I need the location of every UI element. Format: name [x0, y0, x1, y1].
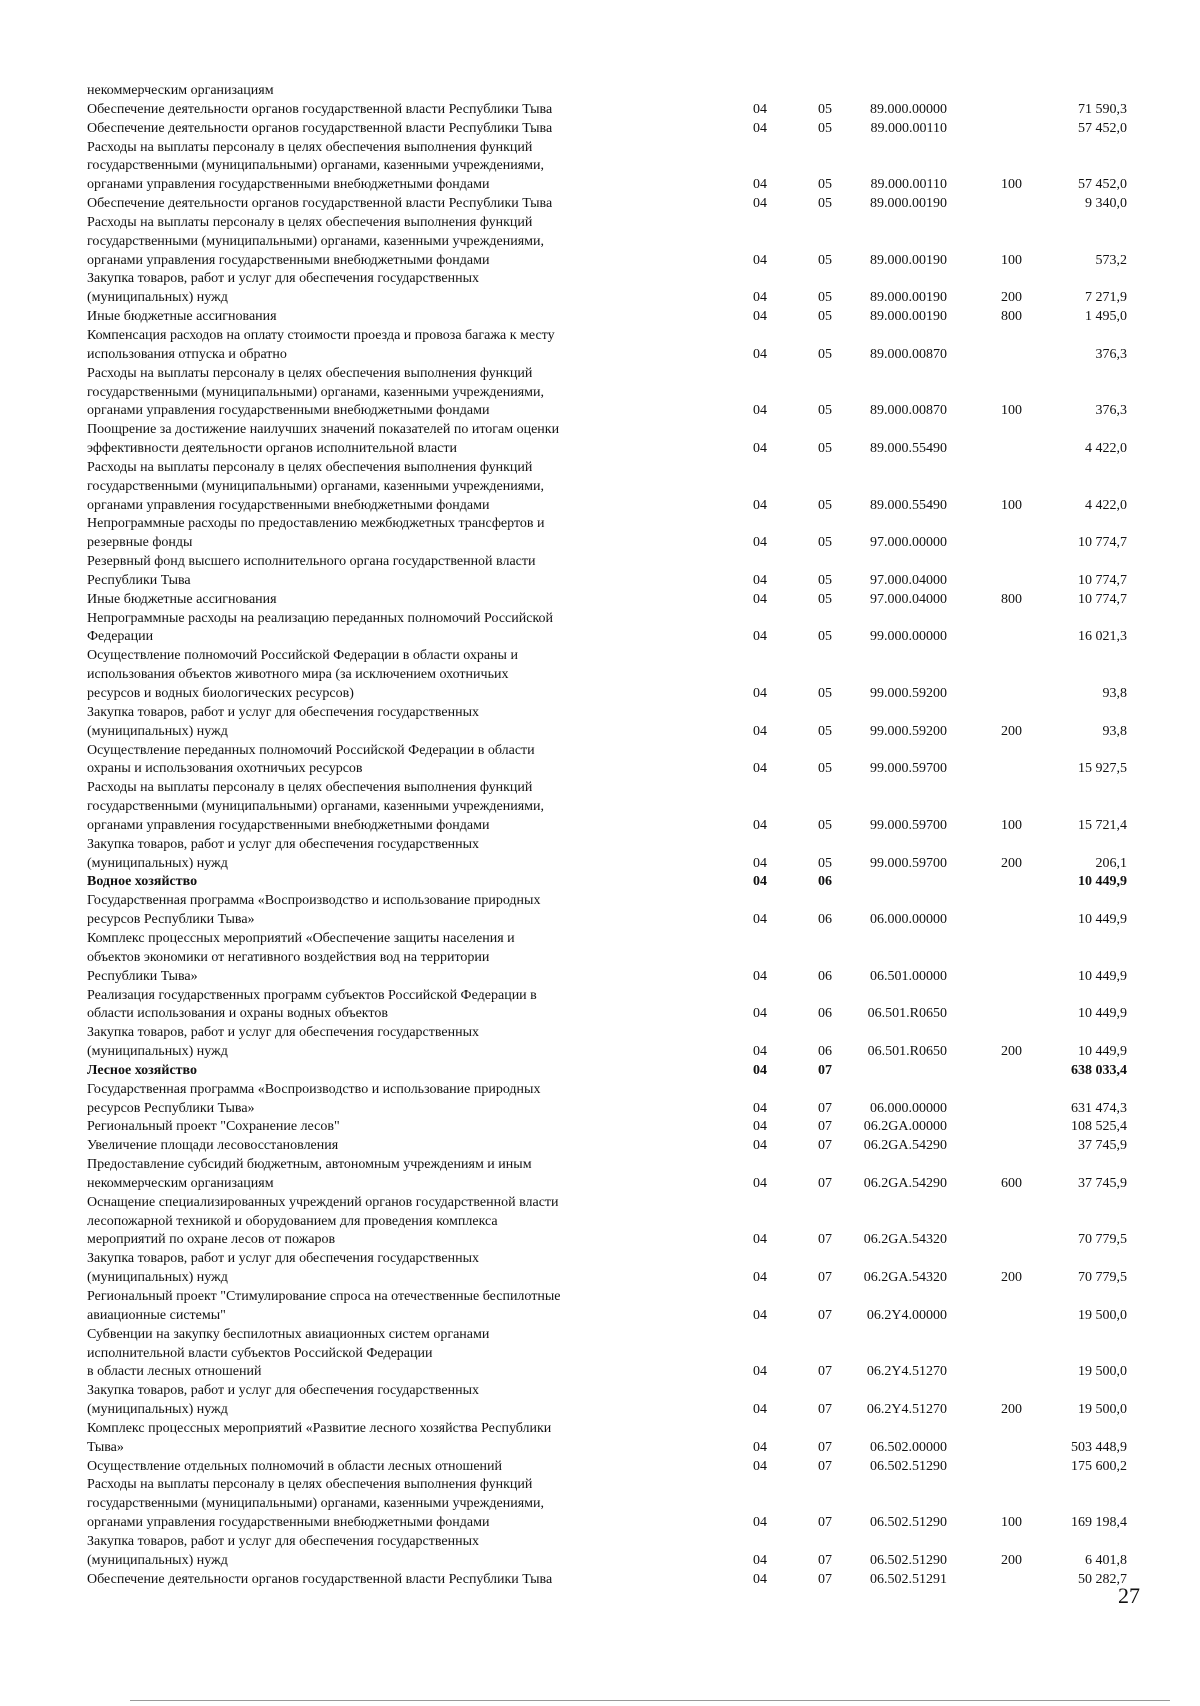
row-subsection-cell: 07 — [818, 1175, 832, 1191]
row-expense-type-cell: 100 — [1001, 252, 1022, 268]
row-amount-cell: 10 774,7 — [1078, 591, 1127, 607]
row-section-cell: 04 — [753, 346, 767, 362]
row-target-article-cell: 89.000.00870 — [870, 346, 947, 362]
budget-table — [87, 82, 1127, 1590]
table-row — [87, 1062, 1127, 1081]
table-row — [87, 421, 1127, 459]
row-amount-cell: 15 927,5 — [1078, 761, 1127, 777]
row-target-article-cell: 89.000.55490 — [870, 441, 947, 457]
row-name-cell: Компенсация расходов на оплату стоимости проезда и провоза багажа к месту использования отпуска и обратно — [87, 327, 555, 362]
table-row — [87, 1137, 1127, 1156]
row-name-cell: Расходы на выплаты персоналу в целях обеспечения выполнения функций государственными (муниципальными) органами, казенными учреждениями, органами управления государственными внебюджетными фондами — [87, 214, 544, 268]
row-name-cell: Государственная программа «Воспроизводство и использование природных ресурсов Республики Тыва» — [87, 893, 541, 928]
row-target-article-cell: 06.502.51290 — [870, 1515, 947, 1531]
row-target-article-cell: 89.000.00110 — [870, 120, 947, 136]
row-name-cell: Непрограммные расходы по предоставлению межбюджетных трансфертов и резервные фонды — [87, 516, 545, 551]
row-expense-type-cell: 200 — [1001, 855, 1022, 871]
row-section-cell: 04 — [753, 686, 767, 701]
row-name-cell: Лесное хозяйство — [87, 1062, 198, 1078]
row-name-cell: Закупка товаров, работ и услуг для обеспечения государственных (муниципальных) нужд — [87, 704, 480, 739]
table-row — [87, 704, 1127, 742]
row-subsection-cell: 05 — [818, 346, 832, 362]
row-section-cell: 04 — [753, 761, 767, 777]
row-subsection-cell: 05 — [818, 441, 832, 457]
row-amount-cell: 50 282,7 — [1078, 1571, 1127, 1587]
row-section-cell: 04 — [753, 591, 767, 607]
row-section-cell: 04 — [753, 1571, 767, 1587]
row-amount-cell: 631 474,3 — [1071, 1100, 1127, 1116]
row-amount-cell: 70 779,5 — [1078, 1232, 1127, 1248]
row-section-cell: 04 — [753, 629, 767, 645]
row-amount-cell: 15 721,4 — [1078, 817, 1127, 833]
row-subsection-cell: 06 — [818, 912, 832, 928]
row-name-cell: Реализация государственных программ субъектов Российской Федерации в области использования и охраны водных объектов — [87, 987, 537, 1022]
table-row — [87, 1024, 1127, 1062]
row-section-cell: 04 — [753, 1062, 767, 1078]
row-subsection-cell: 07 — [818, 1515, 832, 1531]
row-name-cell: Расходы на выплаты персоналу в целях обеспечения выполнения функций государственными (муниципальными) органами, казенными учреждениями, органами управления государственными внебюджетными фондами — [87, 459, 544, 513]
row-target-article-cell: 06.000.00000 — [870, 1100, 947, 1116]
row-name-cell: Увеличение площади лесовосстановления — [87, 1138, 339, 1154]
row-expense-type-cell: 200 — [1001, 1044, 1022, 1060]
row-amount-cell: 37 745,9 — [1078, 1175, 1127, 1191]
row-name-cell: Оснащение специализированных учреждений органов государственной власти лесопожарной техникой и оборудованием для проведения комплекса мероприятий по охране лесов от пожаров — [87, 1194, 559, 1248]
table-row — [87, 610, 1127, 648]
row-name-cell: Обеспечение деятельности органов государственной власти Республики Тыва — [87, 1571, 553, 1587]
row-name-cell: Осуществление полномочий Российской Федерации в области охраны и использования объектов животного мира (за исключением охотничьих ресурсов и водных биологических ресурсов) — [87, 648, 518, 701]
table-row — [87, 647, 1127, 704]
row-amount-cell: 57 452,0 — [1078, 120, 1127, 136]
row-name-cell: Иные бюджетные ассигнования — [87, 309, 277, 325]
row-target-article-cell: 06.2Y4.51270 — [866, 1402, 947, 1418]
row-target-article-cell: 89.000.00000 — [870, 101, 947, 117]
row-section-cell: 04 — [753, 1364, 767, 1380]
table-row — [87, 1571, 1127, 1590]
row-amount-cell: 108 525,4 — [1071, 1119, 1127, 1135]
table-row — [87, 459, 1127, 516]
row-name-cell: Закупка товаров, работ и услуг для обеспечения государственных (муниципальных) нужд — [87, 1251, 480, 1286]
row-section-cell: 04 — [753, 1175, 767, 1191]
row-name-cell: Закупка товаров, работ и услуг для обеспечения государственных (муниципальных) нужд — [87, 836, 480, 871]
row-expense-type-cell: 200 — [1001, 1552, 1022, 1568]
row-expense-type-cell: 100 — [1001, 817, 1022, 833]
table-row — [87, 930, 1127, 987]
row-target-article-cell: 06.2GA.54290 — [863, 1138, 947, 1154]
row-name-cell: Государственная программа «Воспроизводство и использование природных ресурсов Республики Тыва» — [87, 1081, 541, 1116]
row-expense-type-cell: 200 — [1001, 1270, 1022, 1286]
table-row — [87, 120, 1127, 139]
table-row — [87, 101, 1127, 120]
row-section-cell: 04 — [753, 1044, 767, 1060]
row-amount-cell: 503 448,9 — [1071, 1439, 1127, 1455]
row-subsection-cell: 07 — [818, 1364, 832, 1380]
row-section-cell: 04 — [753, 723, 767, 739]
row-section-cell: 04 — [753, 441, 767, 457]
table-row — [87, 1458, 1127, 1477]
row-target-article-cell: 89.000.00190 — [870, 309, 947, 325]
row-name-cell: Закупка товаров, работ и услуг для обеспечения государственных (муниципальных) нужд — [87, 1383, 480, 1418]
row-section-cell: 04 — [753, 1006, 767, 1022]
row-name-cell: Комплекс процессных мероприятий «Развитие лесного хозяйства Республики Тыва» — [87, 1420, 552, 1455]
row-amount-cell: 7 271,9 — [1085, 290, 1127, 306]
row-target-article-cell: 89.000.00190 — [870, 196, 947, 212]
table-row — [87, 1156, 1127, 1194]
row-subsection-cell: 05 — [818, 629, 832, 645]
row-amount-cell: 19 500,0 — [1078, 1364, 1127, 1380]
row-amount-cell: 4 422,0 — [1085, 497, 1127, 513]
row-target-article-cell: 06.502.51290 — [870, 1552, 947, 1568]
table-row — [87, 1326, 1127, 1383]
row-subsection-cell: 05 — [818, 177, 832, 193]
row-subsection-cell: 06 — [818, 968, 832, 984]
row-subsection-cell: 07 — [818, 1307, 832, 1323]
row-section-cell: 04 — [753, 1458, 767, 1474]
row-amount-cell: 175 600,2 — [1071, 1458, 1127, 1474]
row-subsection-cell: 07 — [818, 1571, 832, 1587]
table-row — [87, 1382, 1127, 1420]
row-name-cell: Непрограммные расходы на реализацию переданных полномочий Российской Федерации — [87, 610, 554, 645]
row-subsection-cell: 05 — [818, 403, 832, 419]
row-subsection-cell: 05 — [818, 855, 832, 871]
row-section-cell: 04 — [753, 1552, 767, 1568]
row-subsection-cell: 07 — [818, 1062, 832, 1078]
row-target-article-cell: 06.501.R0650 — [867, 1006, 947, 1022]
row-amount-cell: 1 495,0 — [1085, 309, 1127, 325]
row-subsection-cell: 05 — [818, 723, 832, 739]
table-row — [87, 139, 1127, 196]
row-target-article-cell: 06.2GA.54320 — [863, 1270, 947, 1286]
row-amount-cell: 19 500,0 — [1078, 1307, 1127, 1323]
row-subsection-cell: 05 — [818, 252, 832, 268]
row-expense-type-cell: 100 — [1001, 403, 1022, 419]
row-name-cell: Обеспечение деятельности органов государственной власти Республики Тыва — [87, 196, 553, 212]
row-name-cell: Осуществление отдельных полномочий в области лесных отношений — [87, 1458, 503, 1474]
row-expense-type-cell: 600 — [1001, 1175, 1022, 1191]
row-section-cell: 04 — [753, 403, 767, 419]
row-section-cell: 04 — [753, 817, 767, 833]
row-target-article-cell: 99.000.59700 — [870, 761, 947, 777]
row-amount-cell: 169 198,4 — [1071, 1515, 1127, 1531]
row-expense-type-cell: 100 — [1001, 1515, 1022, 1531]
table-row — [87, 195, 1127, 214]
row-section-cell: 04 — [753, 1515, 767, 1531]
table-row — [87, 779, 1127, 836]
row-subsection-cell: 07 — [818, 1232, 832, 1248]
row-target-article-cell: 06.502.51291 — [870, 1571, 947, 1587]
row-name-cell: Расходы на выплаты персоналу в целях обеспечения выполнения функций государственными (муниципальными) органами, казенными учреждениями, органами управления государственными внебюджетными фондами — [87, 1477, 544, 1531]
row-expense-type-cell: 800 — [1001, 591, 1022, 607]
row-expense-type-cell: 200 — [1001, 723, 1022, 739]
table-row — [87, 1118, 1127, 1137]
row-amount-cell: 638 033,4 — [1071, 1062, 1127, 1078]
row-subsection-cell: 07 — [818, 1402, 832, 1418]
table-row — [87, 1288, 1127, 1326]
row-subsection-cell: 05 — [818, 572, 832, 588]
row-expense-type-cell: 100 — [1001, 177, 1022, 193]
row-section-cell: 04 — [753, 177, 767, 193]
row-amount-cell: 10 774,7 — [1078, 572, 1127, 588]
row-name-cell: Комплекс процессных мероприятий «Обеспечение защиты населения и объектов экономики от негативного воздействия вод на территории Республики Тыва» — [87, 930, 515, 984]
row-target-article-cell: 99.000.59700 — [870, 855, 947, 871]
row-name-cell: Иные бюджетные ассигнования — [87, 591, 277, 607]
row-section-cell: 04 — [753, 1439, 767, 1455]
row-section-cell: 04 — [753, 1138, 767, 1154]
row-name-cell: Расходы на выплаты персоналу в целях обеспечения выполнения функций государственными (муниципальными) органами, казенными учреждениями, органами управления государственными внебюджетными фондами — [87, 139, 544, 193]
row-name-cell: Водное хозяйство — [87, 874, 198, 890]
row-amount-cell: 10 449,9 — [1078, 1044, 1127, 1060]
row-target-article-cell: 06.2GA.54290 — [863, 1175, 947, 1191]
row-subsection-cell: 07 — [818, 1270, 832, 1286]
row-target-article-cell: 99.000.59200 — [870, 723, 947, 739]
row-section-cell: 04 — [753, 572, 767, 588]
row-section-cell: 04 — [753, 874, 767, 890]
row-expense-type-cell: 200 — [1001, 1402, 1022, 1418]
table-row — [87, 742, 1127, 780]
page-number: 27 — [1118, 1583, 1140, 1608]
row-expense-type-cell: 800 — [1001, 309, 1022, 325]
table-row — [87, 553, 1127, 591]
row-target-article-cell: 97.000.04000 — [870, 572, 947, 588]
row-amount-cell: 10 449,9 — [1078, 1006, 1127, 1022]
row-subsection-cell: 06 — [818, 1006, 832, 1022]
row-subsection-cell: 07 — [818, 1458, 832, 1474]
row-subsection-cell: 05 — [818, 761, 832, 777]
row-section-cell: 04 — [753, 912, 767, 928]
row-subsection-cell: 05 — [818, 591, 832, 607]
table-row — [87, 270, 1127, 308]
row-amount-cell: 4 422,0 — [1085, 441, 1127, 457]
row-amount-cell: 70 779,5 — [1078, 1270, 1127, 1286]
row-name-cell: Резервный фонд высшего исполнительного органа государственной власти Республики Тыва — [87, 554, 536, 588]
table-row — [87, 1250, 1127, 1288]
row-target-article-cell: 06.501.00000 — [870, 968, 947, 984]
row-subsection-cell: 05 — [818, 535, 832, 551]
row-section-cell: 04 — [753, 1119, 767, 1135]
row-section-cell: 04 — [753, 120, 767, 136]
row-target-article-cell: 97.000.00000 — [870, 535, 947, 551]
row-amount-cell: 10 449,9 — [1078, 912, 1127, 928]
row-amount-cell: 376,3 — [1095, 346, 1127, 362]
row-name-cell: Поощрение за достижение наилучших значений показателей по итогам оценки эффективности деятельности органов исполнительной власти — [87, 422, 560, 457]
row-amount-cell: 206,1 — [1095, 855, 1127, 871]
row-name-cell: Расходы на выплаты персоналу в целях обеспечения выполнения функций государственными (муниципальными) органами, казенными учреждениями, органами управления государственными внебюджетными фондами — [87, 365, 544, 419]
row-section-cell: 04 — [753, 968, 767, 984]
table-row — [87, 836, 1127, 874]
row-name-cell: Обеспечение деятельности органов государственной власти Республики Тыва — [87, 101, 553, 117]
table-row — [87, 1081, 1127, 1119]
row-section-cell: 04 — [753, 1402, 767, 1418]
row-name-cell: Закупка товаров, работ и услуг для обеспечения государственных (муниципальных) нужд — [87, 1533, 480, 1568]
row-name-cell: Осуществление переданных полномочий Российской Федерации в области охраны и использования охотничьих ресурсов — [87, 742, 535, 777]
row-amount-cell: 71 590,3 — [1078, 101, 1127, 117]
row-name-cell: некоммерческим организациям — [87, 83, 274, 98]
row-section-cell: 04 — [753, 535, 767, 551]
row-subsection-cell: 06 — [818, 1044, 832, 1060]
row-section-cell: 04 — [753, 252, 767, 268]
row-amount-cell: 6 401,8 — [1085, 1552, 1127, 1568]
row-subsection-cell: 05 — [818, 817, 832, 833]
row-target-article-cell: 06.2Y4.51270 — [866, 1364, 947, 1380]
row-target-article-cell: 89.000.55490 — [870, 497, 947, 513]
row-target-article-cell: 99.000.59700 — [870, 817, 947, 833]
row-amount-cell: 57 452,0 — [1078, 177, 1127, 193]
row-target-article-cell: 89.000.00190 — [870, 290, 947, 306]
row-subsection-cell: 05 — [818, 686, 832, 701]
row-section-cell: 04 — [753, 1307, 767, 1323]
row-section-cell: 04 — [753, 101, 767, 117]
row-subsection-cell: 05 — [818, 120, 832, 136]
row-target-article-cell: 99.000.59200 — [870, 686, 947, 701]
table-row — [87, 214, 1127, 271]
row-subsection-cell: 05 — [818, 101, 832, 117]
table-row — [87, 308, 1127, 327]
row-subsection-cell: 07 — [818, 1138, 832, 1154]
row-amount-cell: 10 774,7 — [1078, 535, 1127, 551]
table-row — [87, 1533, 1127, 1571]
row-expense-type-cell: 100 — [1001, 497, 1022, 513]
row-target-article-cell: 06.000.00000 — [870, 912, 947, 928]
row-amount-cell: 19 500,0 — [1078, 1402, 1127, 1418]
row-subsection-cell: 07 — [818, 1552, 832, 1568]
row-name-cell: Региональный проект "Сохранение лесов" — [87, 1119, 340, 1135]
row-target-article-cell: 06.502.51290 — [870, 1458, 947, 1474]
row-name-cell: Региональный проект "Стимулирование спроса на отечественные беспилотные авиационные системы" — [87, 1289, 561, 1323]
row-target-article-cell: 99.000.00000 — [870, 629, 947, 645]
table-row — [87, 892, 1127, 930]
row-name-cell: Предоставление субсидий бюджетным, автономным учреждениям и иным некоммерческим организациям — [87, 1157, 532, 1191]
row-section-cell: 04 — [753, 1100, 767, 1116]
row-subsection-cell: 05 — [818, 196, 832, 212]
row-amount-cell: 16 021,3 — [1078, 629, 1127, 645]
row-expense-type-cell: 200 — [1001, 290, 1022, 306]
row-target-article-cell: 06.502.00000 — [870, 1439, 947, 1455]
bottom-scan-line — [130, 1700, 1170, 1701]
row-amount-cell: 573,2 — [1095, 252, 1127, 268]
row-section-cell: 04 — [753, 497, 767, 513]
row-name-cell: Расходы на выплаты персоналу в целях обеспечения выполнения функций государственными (муниципальными) органами, казенными учреждениями, органами управления государственными внебюджетными фондами — [87, 780, 544, 833]
row-section-cell: 04 — [753, 196, 767, 212]
row-subsection-cell: 05 — [818, 309, 832, 325]
table-row — [87, 1420, 1127, 1458]
row-target-article-cell: 89.000.00190 — [870, 252, 947, 268]
row-subsection-cell: 06 — [818, 874, 832, 890]
row-name-cell: Закупка товаров, работ и услуг для обеспечения государственных (муниципальных) нужд — [87, 271, 480, 306]
row-amount-cell: 10 449,9 — [1078, 968, 1127, 984]
row-section-cell: 04 — [753, 290, 767, 306]
row-section-cell: 04 — [753, 1270, 767, 1286]
row-amount-cell: 37 745,9 — [1078, 1138, 1127, 1154]
row-target-article-cell: 06.2GA.54320 — [863, 1232, 947, 1248]
table-row — [87, 1194, 1127, 1251]
row-target-article-cell: 89.000.00110 — [870, 177, 947, 193]
table-row — [87, 987, 1127, 1025]
row-name-cell: Обеспечение деятельности органов государственной власти Республики Тыва — [87, 120, 553, 136]
row-amount-cell: 93,8 — [1102, 723, 1127, 739]
row-target-article-cell: 06.2GA.00000 — [863, 1119, 947, 1135]
row-amount-cell: 10 449,9 — [1078, 874, 1127, 890]
row-section-cell: 04 — [753, 1232, 767, 1248]
row-subsection-cell: 05 — [818, 290, 832, 306]
row-subsection-cell: 07 — [818, 1439, 832, 1455]
row-amount-cell: 376,3 — [1095, 403, 1127, 419]
row-section-cell: 04 — [753, 309, 767, 325]
row-subsection-cell: 05 — [818, 497, 832, 513]
table-row — [87, 1476, 1127, 1533]
row-section-cell: 04 — [753, 855, 767, 871]
row-amount-cell: 9 340,0 — [1085, 196, 1127, 212]
table-row — [87, 873, 1127, 892]
table-row — [87, 82, 1127, 101]
table-row — [87, 591, 1127, 610]
row-amount-cell: 93,8 — [1102, 686, 1127, 701]
row-name-cell: Субвенции на закупку беспилотных авиационных систем органами исполнительной власти субъектов Российской Федерации в области лесных отношений — [87, 1326, 490, 1380]
row-subsection-cell: 07 — [818, 1100, 832, 1116]
table-row — [87, 515, 1127, 553]
row-target-article-cell: 06.501.R0650 — [867, 1044, 947, 1060]
row-subsection-cell: 07 — [818, 1119, 832, 1135]
table-row — [87, 327, 1127, 365]
row-target-article-cell: 97.000.04000 — [870, 591, 947, 607]
row-target-article-cell: 89.000.00870 — [870, 403, 947, 419]
row-name-cell: Закупка товаров, работ и услуг для обеспечения государственных (муниципальных) нужд — [87, 1025, 480, 1060]
row-target-article-cell: 06.2Y4.00000 — [866, 1307, 947, 1323]
table-row — [87, 365, 1127, 422]
